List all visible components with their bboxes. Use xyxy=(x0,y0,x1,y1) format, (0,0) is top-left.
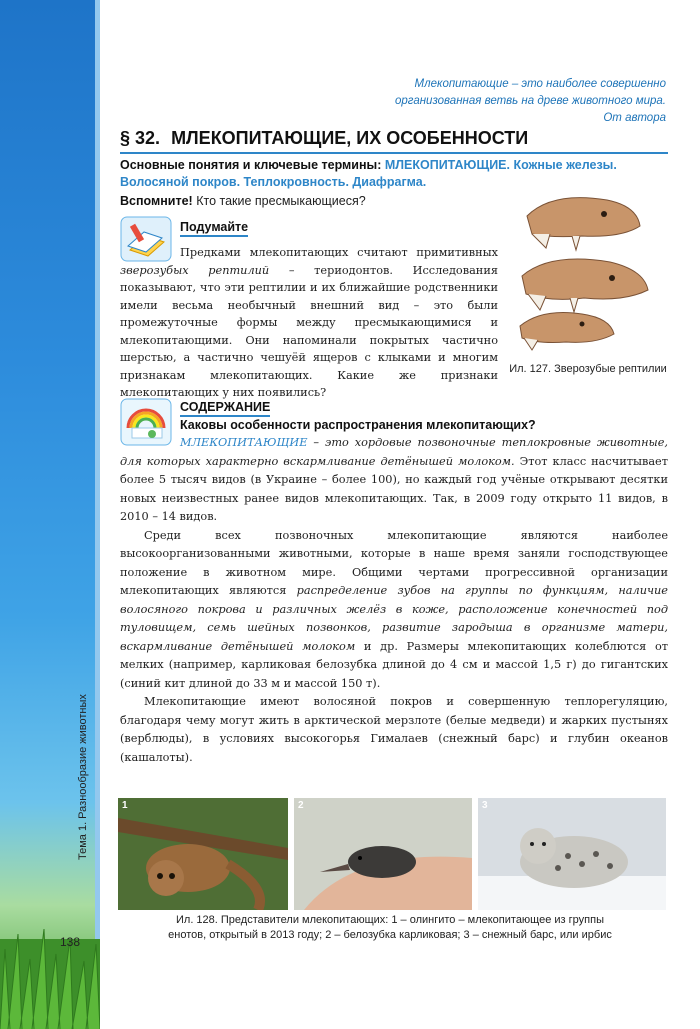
mammals-photo-strip xyxy=(118,798,666,910)
olingito-photo xyxy=(118,798,288,910)
think-text-em: зверозубых рептилий xyxy=(120,263,270,277)
photo-number-1: 1 xyxy=(122,800,128,811)
paragraph-definition xyxy=(120,434,668,527)
therapsid-skulls-figure xyxy=(512,186,662,358)
paragraph-habitats: Млекопитающие имеют волосяной покров и совершенную теплорегуляцию, благодаря чему могут жить в арктической мерзлоте (белые медведи) и жарких пустынях (верблюды), в условиях высокогорья Гималаев (снежный барс) и глубин океанов (кашалоты). xyxy=(120,695,668,764)
epigraph-source: От автора xyxy=(603,112,666,124)
topic-label: Тема 1. Разнообразие животных xyxy=(77,694,89,860)
paragraph-2-em: распределение зубов на группы по функциям, наличие волосяного покрова и различных желёз в коже, расположение конечностей под туловищем, семь шейных позвонков, развитие зародыша в организме матери, вскармливание детёнышей молоком xyxy=(120,584,668,653)
grass-illustration xyxy=(0,879,100,1029)
paragraph-2-b: и др. Размеры млекопитающих колеблются от мелких (например, карликовая белозубка длиной до 4 см и массой 1,5 г) до гигантских (синий кит длиной до 33 м и массой 150 т). xyxy=(120,639,669,690)
figure-128-caption xyxy=(110,913,670,943)
main-text xyxy=(120,434,668,767)
epigraph xyxy=(306,76,666,127)
paragraph-1-rest: Этот класс насчитывает более 5 тысяч видов (в Украине – более 100), но каждый год учёные открывают десятки новых неизвестных ранее видов млекопитающих. Так, в 2009 году открыто 11 видов, в 2010 – 14 видов. xyxy=(120,454,668,523)
paragraph-2-a: Среди всех позвоночных млекопитающие являются наиболее высокоорганизованными животными, которые в наше время заняли господствующее положение в животном мире. Общими чертами прогрессивной организации млекопитающих являются xyxy=(120,528,668,597)
recall-prompt xyxy=(120,194,366,208)
page-number: 138 xyxy=(60,935,81,949)
figure-128-caption-line-1: Ил. 128. Представители млекопитающих: 1 – олингито – млекопитающее из группы xyxy=(176,914,604,926)
figure-128-caption-line-2: енотов, открытый в 2013 году; 2 – белозубка карликовая; 3 – снежный барс, или ирбис xyxy=(168,929,612,941)
think-text-a: Предками млекопитающих считают примитивных xyxy=(180,246,498,259)
epigraph-line-2: организованная ветвь на древе животного мира. xyxy=(394,95,666,107)
shrew-photo xyxy=(294,798,472,910)
recall-label: Вспомните! xyxy=(120,194,193,208)
key-terms-list: МЛЕКОПИТАЮЩИЕ. Кожные железы. Волосяной покров. Теплокровность. Диафрагма. xyxy=(120,158,617,189)
figure-127-caption: Ил. 127. Зверозубые рептилии xyxy=(509,363,667,375)
paragraph-features xyxy=(120,527,668,694)
think-text-b: – териодонтов. Исследования показывают, что эти рептилии и их ближайшие родственники имели весьма необычный внешний вид – это были промежуточные формы между пресмыкающимися и млекопитающими. Они напоминали покрытых частично шерстью, а частично чешуёй ящеров с клыками и многим признакам млекопитающих. Какие же признаки млекопитающих у них появились? xyxy=(120,263,498,399)
epigraph-line-1: Млекопитающие – это наиболее совершенно xyxy=(414,78,666,90)
section-title: МЛЕКОПИТАЮЩИЕ, ИХ ОСОБЕННОСТИ xyxy=(171,128,529,148)
key-terms-label: Основные понятия и ключевые термины: xyxy=(120,158,382,172)
content-question: Каковы особенности распространения млекопитающих? xyxy=(180,418,536,432)
term-mammals: МЛЕКОПИТАЮЩИЕ xyxy=(180,436,308,449)
sidebar-band xyxy=(0,0,95,1029)
section-heading xyxy=(120,128,668,154)
photo-number-3: 3 xyxy=(482,800,488,811)
think-paragraph xyxy=(120,244,498,402)
recall-question: Кто такие пресмыкающиеся? xyxy=(196,194,366,208)
photo-number-2: 2 xyxy=(298,800,304,811)
snow-leopard-photo xyxy=(478,798,666,910)
section-number: § 32. xyxy=(120,128,161,148)
definition-text: – это хордовые позвоночные теплокровные животные, для которых характерно вскармливание детёнышей молоком. xyxy=(120,436,668,468)
content-heading: СОДЕРЖАНИЕ xyxy=(180,400,270,417)
sidebar-edge xyxy=(95,0,100,1029)
think-heading: Подумайте xyxy=(180,220,248,237)
